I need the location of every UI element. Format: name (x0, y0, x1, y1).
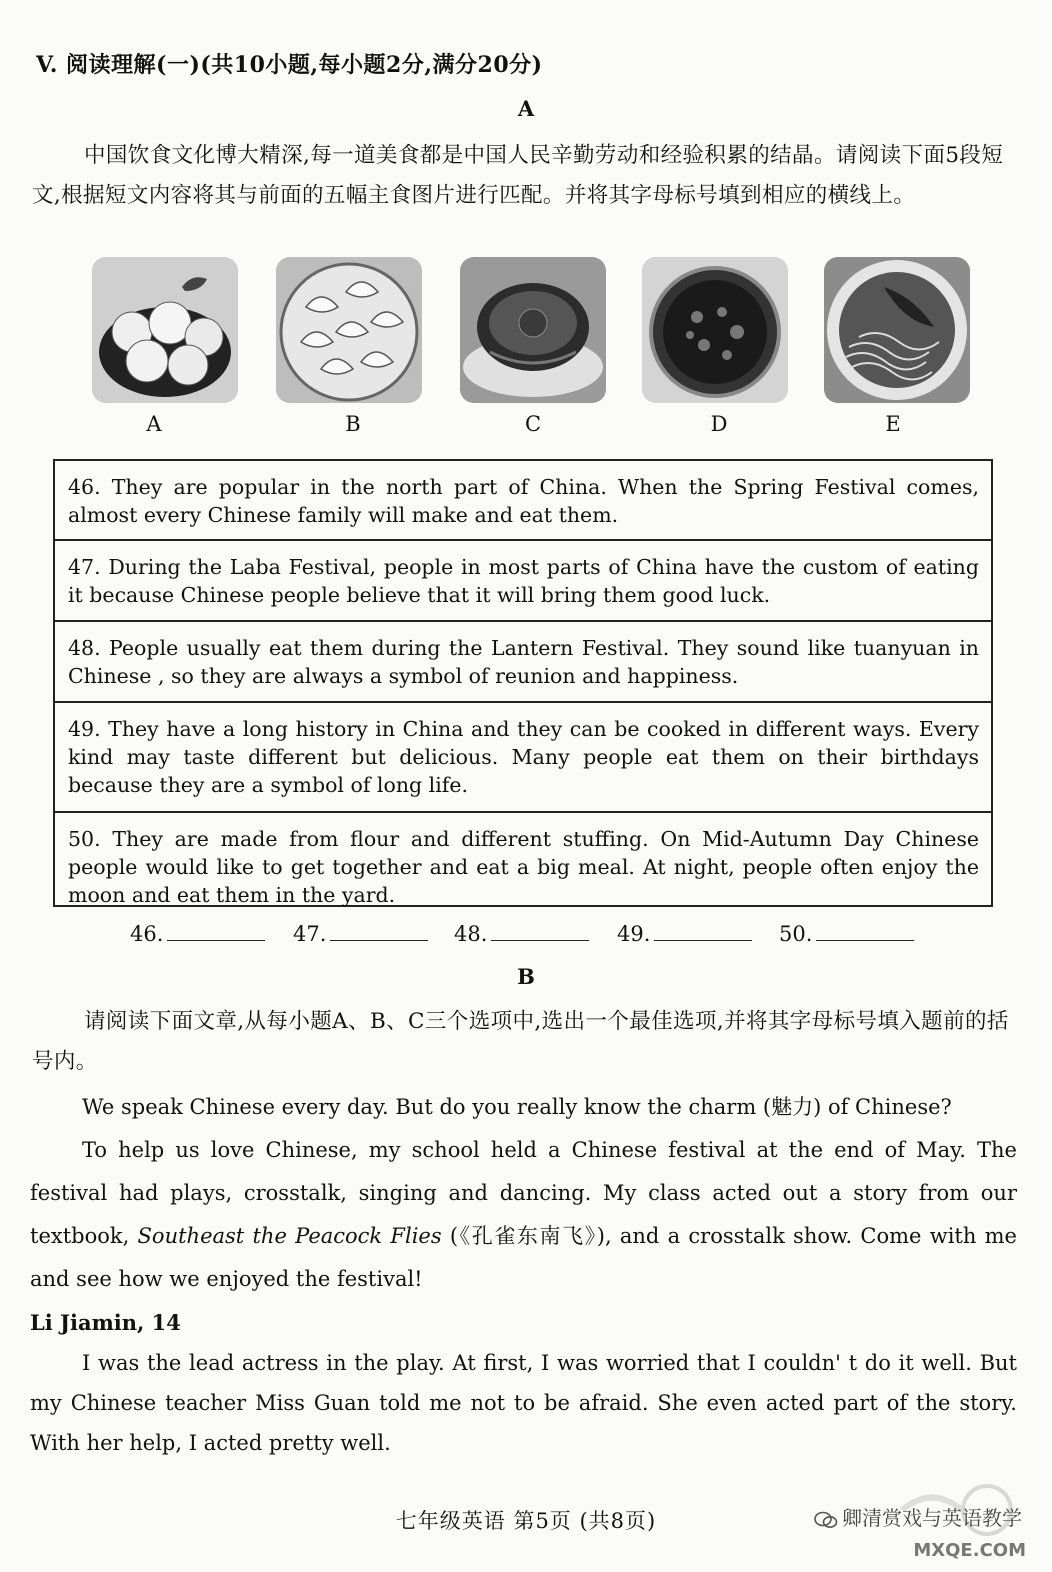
page-footer: 七年级英语 第5页 (共8页) (395, 1509, 657, 1533)
answer-blank-48[interactable]: 48. (454, 920, 589, 946)
passage-paragraph-1: We speak Chinese every day. But do you really know the charm (魅力) of Chinese? (82, 1095, 952, 1119)
speaker-name: Li Jiamin, 14 (30, 1310, 181, 1335)
watermark: 卿清赏戏与英语教学 (814, 1502, 1022, 1531)
passage-paragraph-2: To help us love Chinese, my school held a Chinese festival at the end of May. The festival had plays, crosstalk, singing and dancing. My class acted out a story from our textbook, Southeast the Peacock Flies (《孔雀东南飞》), and a crosstalk show. Come with me and see how we enjoyed the festival! (30, 1138, 1017, 1291)
question-49: 49. They have a long history in China and they can be cooked in different ways. Every kind may taste different but delicious. Many people eat them on their birthdays because they are a symbol of long life. (55, 703, 991, 813)
section-title: V. 阅读理解(一)(共10小题,每小题2分,满分20分) (36, 52, 543, 78)
passage-paragraph-3: I was the lead actress in the play. At first, I was worried that I couldn' t do it well. But my Chinese teacher Miss Guan told me not to be afraid. She even acted part of the story. With her help, I acted pretty well. (30, 1351, 1017, 1455)
part-b-instruction: 请阅读下面文章,从每小题A、B、C三个选项中,选出一个最佳选项,并将其字母标号填入题前的括号内。 (32, 1009, 1009, 1074)
story-title: Southeast the Peacock Flies (137, 1224, 442, 1248)
part-a-instruction: 中国饮食文化博大精深,每一道美食都是中国人民辛勤劳动和经验积累的结晶。请阅读下面5段短文,根据短文内容将其与前面的五幅主食图片进行匹配。并将其字母标号填到相应的横线上。 (32, 143, 1004, 208)
image-label-b: B (345, 412, 361, 436)
answer-blank-50[interactable]: 50. (779, 920, 914, 946)
wechat-icon (814, 1511, 838, 1529)
question-table (53, 459, 993, 907)
answer-blank-49[interactable]: 49. (617, 920, 752, 946)
image-label-e: E (885, 412, 901, 436)
answer-blank-47[interactable]: 47. (293, 920, 428, 946)
image-label-c: C (524, 412, 542, 436)
dumplings-plate-image (276, 257, 422, 403)
watermark-site: MXQE.COM (913, 1540, 1026, 1561)
question-50: 50. They are made from flour and different stuffing. On Mid-Autumn Day Chinese people would like to get together and eat a big meal. At night, people often enjoy the moon and eat them in the yard. (68, 827, 979, 907)
tangyuan-bowl-image (92, 257, 238, 403)
part-b-label: B (517, 964, 535, 989)
question-48: 48. People usually eat them during the Lantern Festival. They sound like tuanyuan in Chinese , so they are always a symbol of reunion and happiness. (55, 622, 991, 703)
laba-porridge-image (642, 257, 788, 403)
part-a-label: A (517, 96, 535, 121)
question-46: 46. They are popular in the north part of China. When the Spring Festival comes, almost every Chinese family will make and eat them. (55, 461, 991, 541)
mooncake-image (460, 257, 606, 403)
image-label-a: A (146, 412, 162, 436)
answer-blank-46[interactable]: 46. (130, 920, 265, 946)
image-label-d: D (710, 412, 728, 436)
noodles-bowl-image (824, 257, 970, 403)
question-47: 47. During the Laba Festival, people in most parts of China have the custom of eating it because Chinese people believe that it will bring them good luck. (55, 541, 991, 622)
food-images (92, 257, 972, 407)
